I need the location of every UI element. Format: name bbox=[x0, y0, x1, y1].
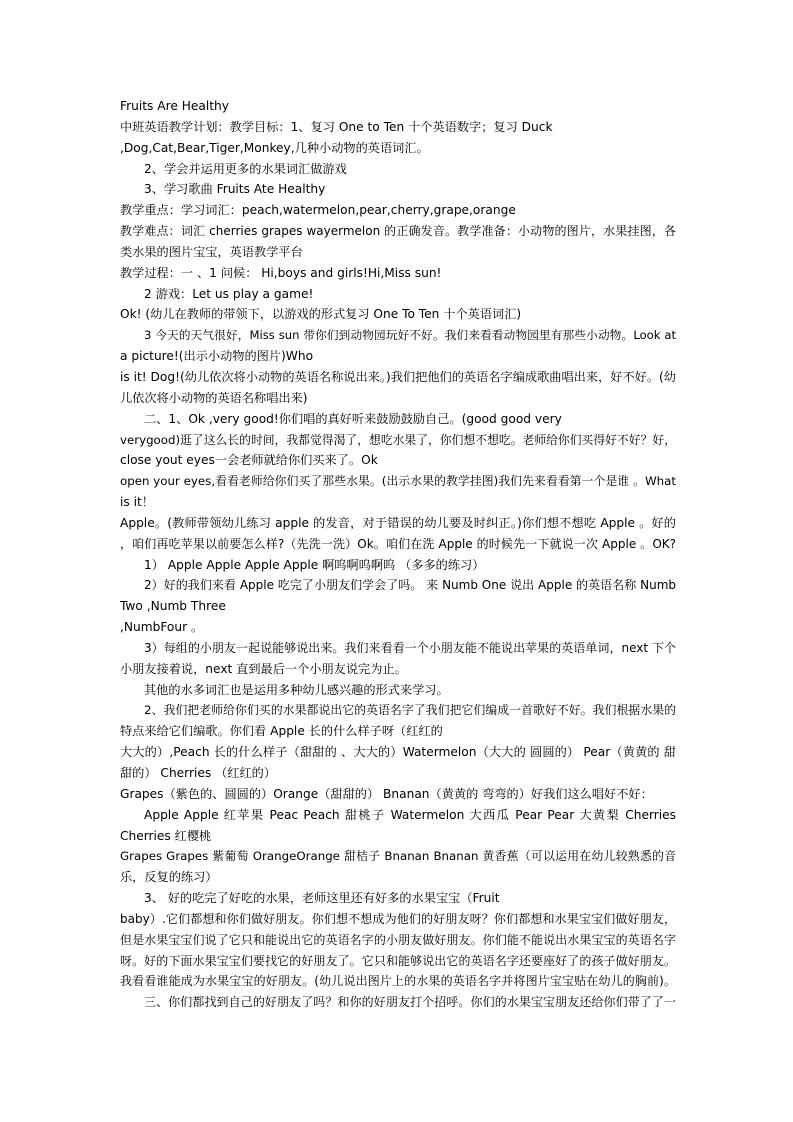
text-line: open your eyes,看看老师给你们买了那些水果。(出示水果的教学挂图)我们先来看看第一个是谁 。What bbox=[120, 474, 676, 489]
text-line: 乐，反复的练习） bbox=[120, 870, 218, 885]
text-line: Apple Apple 红苹果 Peac Peach 甜桃子 Watermelon 大西瓜 Pear Pear 大黄梨 Cherries bbox=[144, 807, 676, 822]
text-line: 二、1、Ok ,very good!你们唱的真好听来鼓励鼓励自己。(good good very bbox=[144, 411, 562, 426]
text-line: 但是水果宝宝们说了它只和能说出它的英语名字的小朋友做好朋友。你们能不能说出水果宝宝的英语名字 bbox=[120, 932, 676, 947]
text-line: 教学重点：学习词汇：peach,watermelon,pear,cherry,grape,orange bbox=[120, 203, 516, 218]
text-line: 2、我们把老师给你们买的水果都说出它的英语名字了我们把它们编成一首歌好不好。我们根据水果的 bbox=[144, 703, 676, 718]
text-line: Cherries 红樱桃 bbox=[120, 828, 212, 843]
text-line: close yout eyes一会老师就给你们买来了。Ok bbox=[120, 453, 378, 468]
text-line: 2 游戏：Let us play a game! bbox=[144, 286, 314, 301]
text-line: Apple。(教师带领幼儿练习 apple 的发音，对于错误的幼儿要及时纠正。)你们想不想吃 Apple 。好的 bbox=[120, 515, 676, 530]
text-line: Grapes Grapes 紫葡萄 OrangeOrange 甜桔子 Bnanan Bnanan 黄香蕉（可以运用在幼儿较熟悉的音 bbox=[120, 849, 676, 864]
text-line: 2）好的我们来看 Apple 吃完了小朋友们学会了吗。 来 Numb One 说出 Apple 的英语名称 Numb bbox=[144, 578, 676, 593]
text-line: 教学难点：词汇 cherries grapes wayermelon 的正确发音。教学准备：小动物的图片，水果挂图，各 bbox=[120, 224, 676, 239]
text-line: ,NumbFour 。 bbox=[120, 620, 204, 635]
text-line: a picture!(出示小动物的图片)Who bbox=[120, 349, 314, 364]
text-line: ,Dog,Cat,Bear,Tiger,Monkey,几种小动物的英语词汇。 bbox=[120, 140, 429, 155]
text-line: 3 今天的天气很好，Miss sun 带你们到动物园玩好不好。我们来看看动物园里有那些小动物。Look at bbox=[144, 328, 676, 343]
text-line: 儿依次将小动物的英语名称唱出来) bbox=[120, 390, 308, 405]
text-line: is it！ bbox=[120, 495, 154, 510]
text-line: 3、 好的吃完了好吃的水果，老师这里还有好多的水果宝宝（Fruit bbox=[144, 891, 500, 906]
text-line: 三、你们都找到自己的好朋友了吗？和你的好朋友打个招呼。你们的水果宝宝朋友还给你们带了了一 bbox=[144, 995, 676, 1010]
text-line: 特点来给它们编歌。你们看 Apple 长的什么样子呀（红红的 bbox=[120, 724, 443, 739]
text-line: 类水果的图片宝宝，英语教学平台 bbox=[120, 244, 303, 259]
text-line: 大大的）,Peach 长的什么样子（甜甜的 、大大的）Watermelon（大大的 圆圆的） Pear（黄黄的 甜 bbox=[120, 745, 676, 760]
text-line: 1） Apple Apple Apple Apple 啊呜啊呜啊呜 （多多的练习） bbox=[144, 557, 485, 572]
document-body bbox=[120, 96, 676, 1013]
text-line: 3）每组的小朋友一起说能够说出来。我们来看看一个小朋友能不能说出苹果的英语单词，next 下个 bbox=[144, 640, 676, 655]
text-line: Ok! (幼儿在教师的带领下，以游戏的形式复习 One To Ten 十个英语词汇) bbox=[120, 307, 522, 322]
text-line: 呀。好的下面水果宝宝们要找它的好朋友了。它只和能够说出它的英语名字还要座好了的孩子做好朋友。 bbox=[120, 953, 676, 968]
text-line: 教学过程：一 、1 问候： Hi,boys and girls!Hi,Miss sun! bbox=[120, 265, 442, 280]
text-line: 中班英语教学计划：教学目标：1、复习 One to Ten 十个英语数字；复习 Duck bbox=[120, 119, 553, 134]
text-line: 小朋友接着说，next 直到最后一个小朋友说完为止。 bbox=[120, 661, 407, 676]
text-line: 3、学习歌曲 Fruits Ate Healthy bbox=[144, 182, 326, 197]
text-line: 我看看谁能成为水果宝宝的好朋友。(幼儿说出图片上的水果的英语名字并将图片宝宝贴在幼儿的胸前)。 bbox=[120, 974, 676, 989]
text-line: 甜的） Cherries （红红的） bbox=[120, 766, 277, 780]
text-line: is it! Dog!(幼儿依次将小动物的英语名称说出来。)我们把他们的英语名字编成歌曲唱出来，好不好。(幼 bbox=[120, 369, 676, 384]
text-line: 2、学会并运用更多的水果词汇做游戏 bbox=[144, 161, 347, 176]
text-line: ，咱们再吃苹果以前要怎么样?（先洗一洗）Ok。咱们在洗 Apple 的时候先一下就说一次 Apple 。OK? bbox=[120, 536, 676, 551]
text-line: 其他的水多词汇也是运用多种幼儿感兴趣的形式来学习。 bbox=[144, 682, 449, 697]
text-line: Two ,Numb Three bbox=[120, 599, 226, 614]
text-line: Grapes（紫色的、圆圆的）Orange（甜甜的） Bnanan（黄黄的 弯弯的）好我们这么唱好不好： bbox=[120, 786, 653, 801]
document-title: Fruits Are Healthy bbox=[120, 99, 229, 113]
text-line: baby）.它们都想和你们做好朋友。你们想不想成为他们的好朋友呀？你们都想和水果宝宝们做好朋友， bbox=[120, 911, 676, 926]
text-line: verygood)逛了这么长的时间，我都觉得渴了，想吃水果了，你们想不想吃。老师给你们买得好不好？好， bbox=[120, 432, 676, 447]
